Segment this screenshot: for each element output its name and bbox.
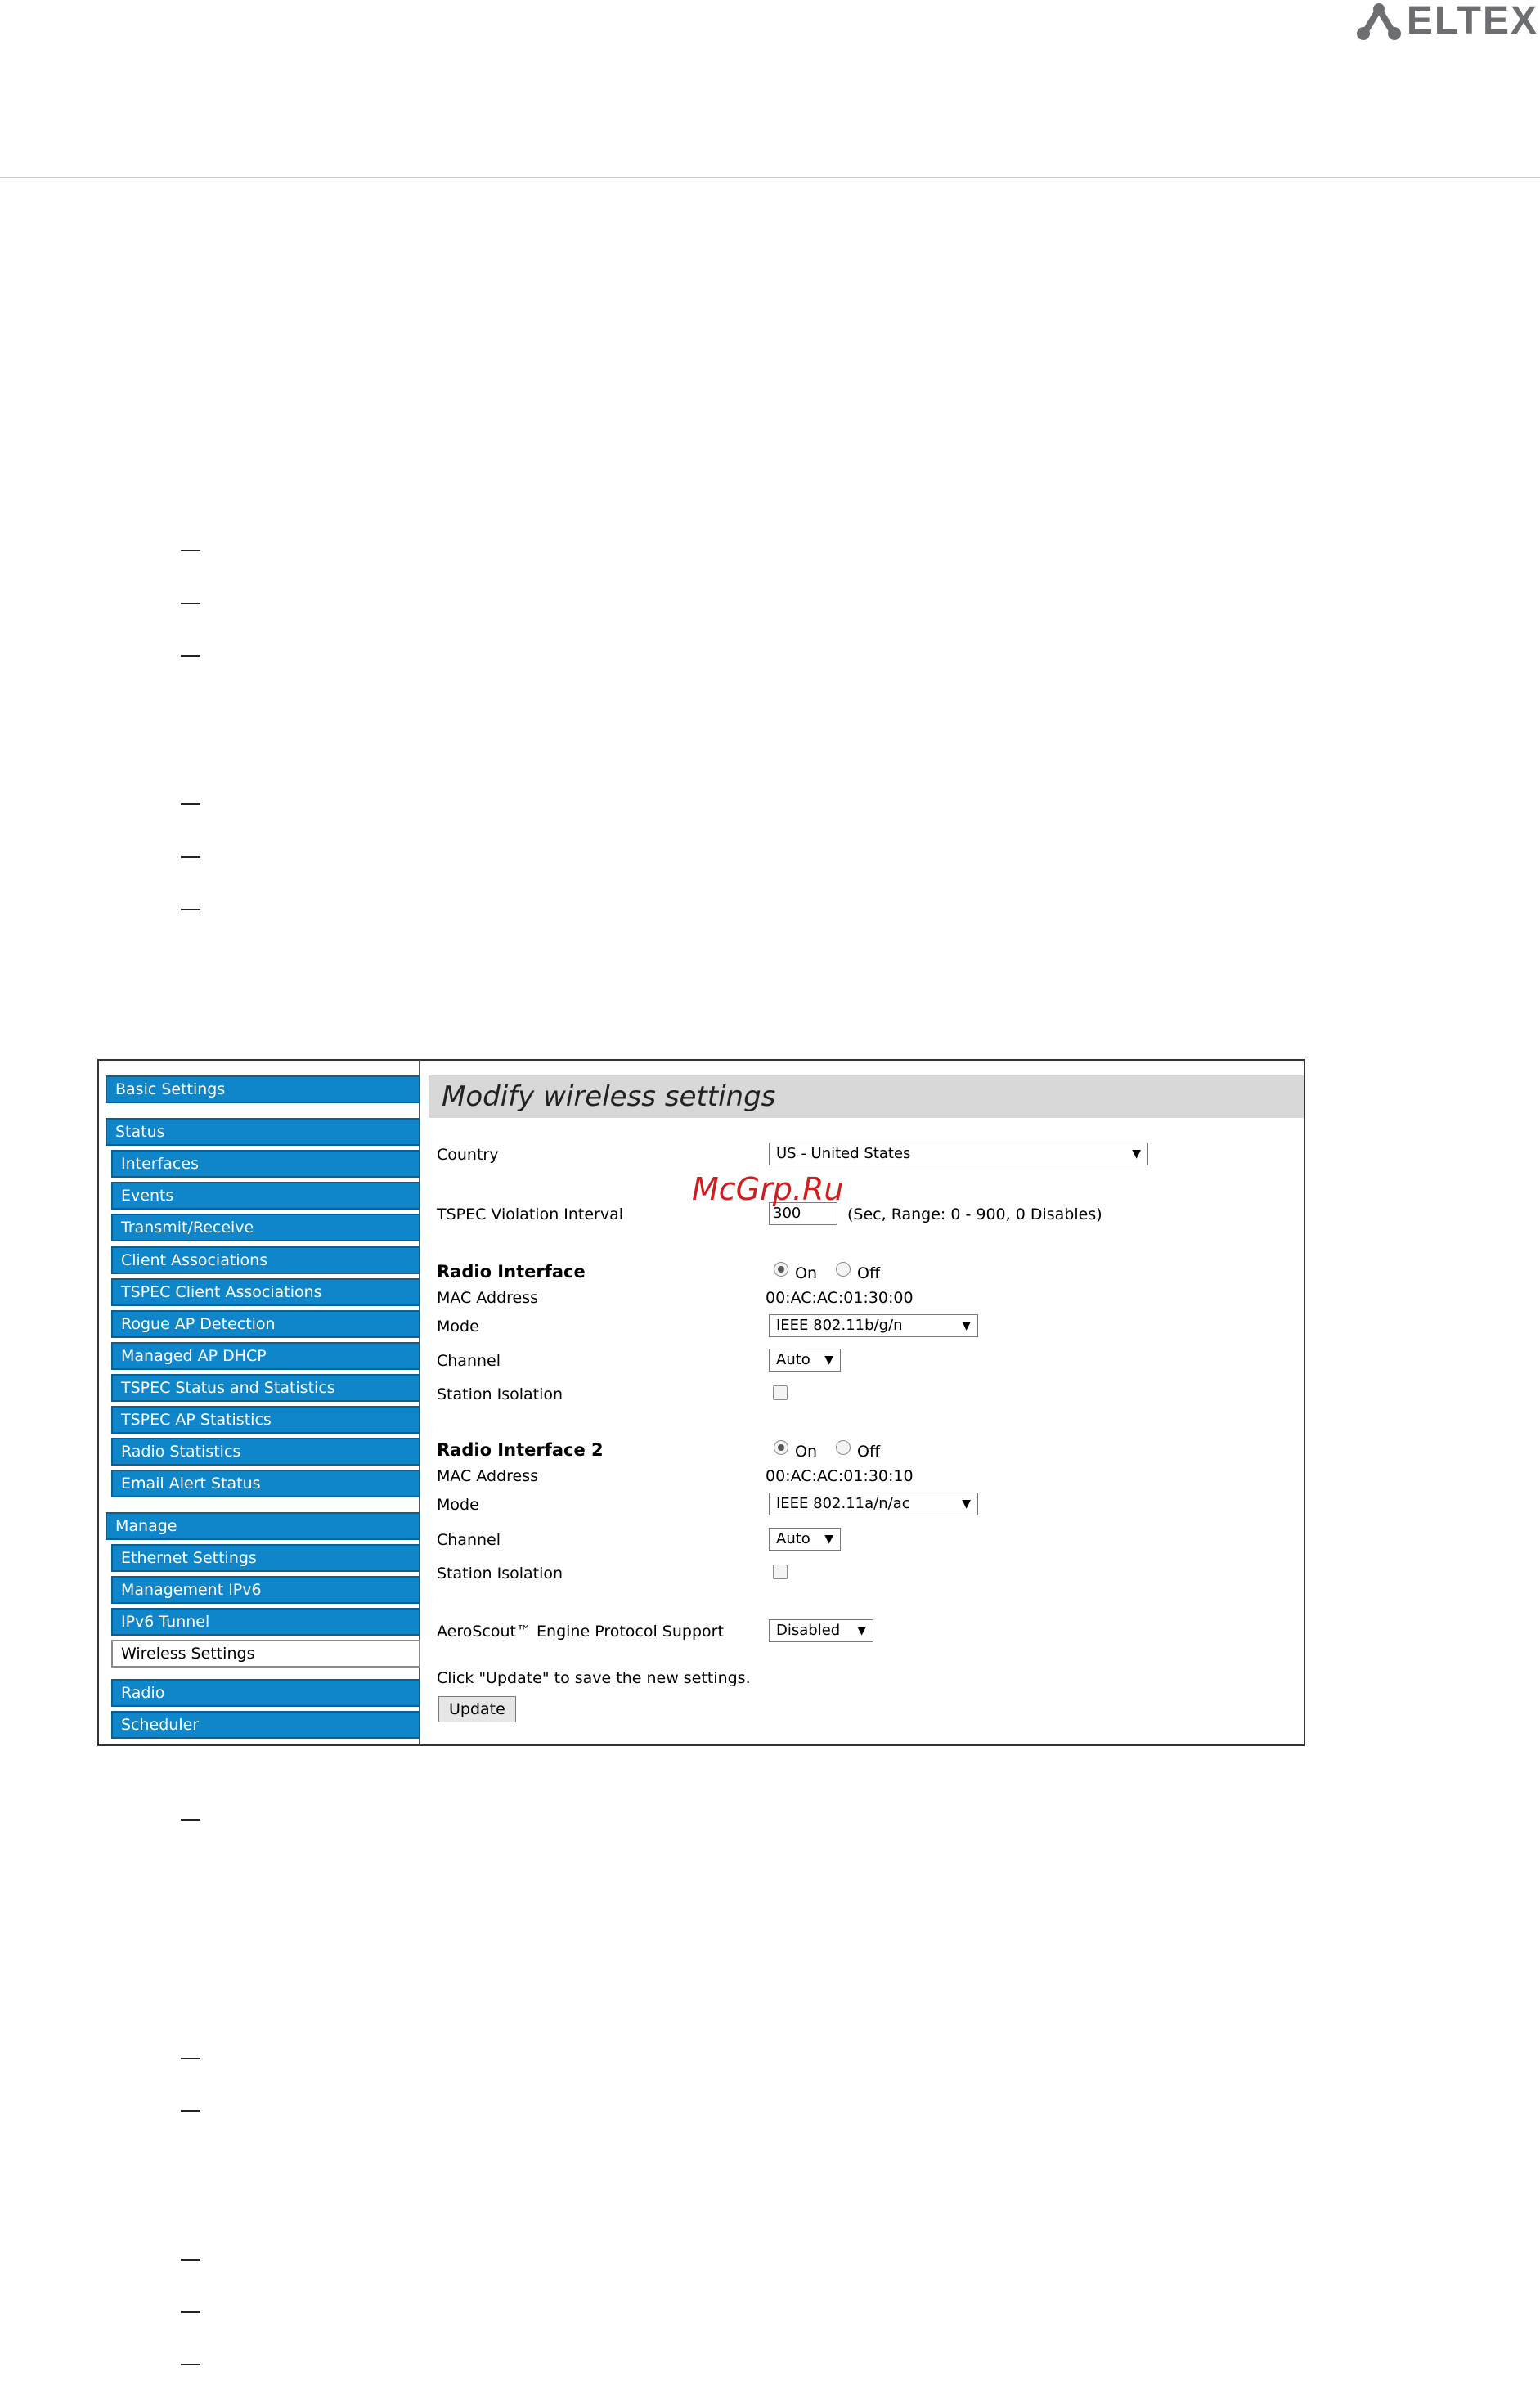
list-bullet <box>181 2364 200 2365</box>
sidebar-item-radio-statistics[interactable]: Radio Statistics <box>111 1438 420 1466</box>
settings-panel <box>420 1061 1304 1744</box>
radio1-on-label: On <box>795 1264 817 1282</box>
watermark-text: McGrp.Ru <box>692 1171 844 1207</box>
tspec-interval-label: TSPEC Violation Interval <box>437 1205 624 1223</box>
radio2-on-label: On <box>795 1443 817 1461</box>
sidebar-item-email-alert-status[interactable]: Email Alert Status <box>111 1470 420 1497</box>
aeroscout-label: AeroScout™ Engine Protocol Support <box>437 1623 724 1641</box>
dropdown-arrow-icon: ▼ <box>857 1624 866 1637</box>
sidebar-item-rogue-ap-detection[interactable]: Rogue AP Detection <box>111 1310 420 1338</box>
logo-text: ELTEX <box>1406 0 1538 43</box>
radio2-channel-label: Channel <box>437 1531 501 1549</box>
radio-interface-heading: Radio Interface <box>437 1262 586 1282</box>
radio2-off-radio[interactable] <box>836 1440 851 1455</box>
wireless-settings-screenshot <box>97 1059 1305 1746</box>
sidebar-item-management-ipv6[interactable]: Management IPv6 <box>111 1576 420 1604</box>
tspec-interval-hint: (Sec, Range: 0 - 900, 0 Disables) <box>847 1205 1102 1223</box>
aeroscout-value: Disabled <box>776 1622 841 1639</box>
sidebar-item-tspec-client-associations[interactable]: TSPEC Client Associations <box>111 1278 420 1306</box>
dropdown-arrow-icon: ▼ <box>962 1497 971 1511</box>
radio1-mode-value: IEEE 802.11b/g/n <box>776 1317 903 1334</box>
radio2-mac-value: 00:AC:AC:01:30:10 <box>766 1467 914 1485</box>
list-bullet <box>181 856 200 858</box>
radio1-channel-value: Auto <box>776 1351 810 1368</box>
sidebar-item-tspec-status-statistics[interactable]: TSPEC Status and Statistics <box>111 1374 420 1402</box>
radio1-channel-label: Channel <box>437 1352 501 1370</box>
country-label: Country <box>437 1146 499 1164</box>
radio1-on-radio[interactable] <box>774 1262 788 1277</box>
list-bullet <box>181 2311 200 2313</box>
update-button[interactable]: Update <box>438 1696 516 1722</box>
dropdown-arrow-icon: ▼ <box>824 1354 833 1367</box>
radio2-isolation-label: Station Isolation <box>437 1565 563 1583</box>
radio1-isolation-label: Station Isolation <box>437 1385 563 1403</box>
sidebar-nav <box>99 1061 420 1744</box>
radio2-off-label: Off <box>857 1443 881 1461</box>
radio1-mode-label: Mode <box>437 1318 479 1336</box>
radio1-mac-label: MAC Address <box>437 1289 539 1307</box>
list-bullet <box>181 909 200 910</box>
aeroscout-select[interactable] <box>769 1619 873 1642</box>
sidebar-item-status[interactable]: Status <box>106 1118 420 1146</box>
radio1-off-label: Off <box>857 1264 881 1282</box>
list-bullet <box>181 603 200 604</box>
dropdown-arrow-icon: ▼ <box>962 1319 971 1332</box>
radio2-mode-value: IEEE 802.11a/n/ac <box>776 1495 910 1512</box>
radio1-mac-value: 00:AC:AC:01:30:00 <box>766 1289 914 1307</box>
radio1-channel-select[interactable] <box>769 1349 841 1372</box>
sidebar-item-manage[interactable]: Manage <box>106 1512 420 1540</box>
radio-interface-2-heading: Radio Interface 2 <box>437 1440 604 1460</box>
sidebar-item-radio[interactable]: Radio <box>111 1679 420 1707</box>
country-select[interactable] <box>769 1143 1148 1165</box>
page-title: Modify wireless settings <box>429 1075 1304 1118</box>
eltex-logo-icon <box>1356 2 1402 40</box>
radio2-mac-label: MAC Address <box>437 1467 539 1485</box>
radio1-isolation-checkbox[interactable] <box>773 1385 788 1400</box>
radio2-isolation-checkbox[interactable] <box>773 1565 788 1579</box>
dropdown-arrow-icon: ▼ <box>1132 1147 1141 1161</box>
sidebar-item-transmit-receive[interactable]: Transmit/Receive <box>111 1214 420 1241</box>
list-bullet <box>181 2259 200 2261</box>
radio2-mode-label: Mode <box>437 1496 479 1514</box>
list-bullet <box>181 2110 200 2112</box>
radio1-mode-select[interactable] <box>769 1314 978 1337</box>
sidebar-item-scheduler[interactable]: Scheduler <box>111 1711 420 1739</box>
sidebar-item-tspec-ap-statistics[interactable]: TSPEC AP Statistics <box>111 1406 420 1434</box>
list-bullet <box>181 655 200 657</box>
sidebar-item-events[interactable]: Events <box>111 1182 420 1210</box>
update-hint: Click "Update" to save the new settings. <box>437 1669 751 1687</box>
eltex-logo <box>1356 2 1538 41</box>
sidebar-item-interfaces[interactable]: Interfaces <box>111 1150 420 1178</box>
radio2-channel-value: Auto <box>776 1530 810 1547</box>
sidebar-item-ethernet-settings[interactable]: Ethernet Settings <box>111 1544 420 1572</box>
header-divider <box>0 177 1540 178</box>
list-bullet <box>181 550 200 551</box>
radio1-off-radio[interactable] <box>836 1262 851 1277</box>
radio2-channel-select[interactable] <box>769 1528 841 1551</box>
dropdown-arrow-icon: ▼ <box>824 1533 833 1546</box>
radio2-on-radio[interactable] <box>774 1440 788 1455</box>
sidebar-item-basic-settings[interactable]: Basic Settings <box>106 1075 420 1103</box>
list-bullet <box>181 1819 200 1821</box>
sidebar-item-client-associations[interactable]: Client Associations <box>111 1246 420 1274</box>
radio2-mode-select[interactable] <box>769 1493 978 1515</box>
sidebar-item-ipv6-tunnel[interactable]: IPv6 Tunnel <box>111 1608 420 1636</box>
list-bullet <box>181 2058 200 2059</box>
sidebar-item-managed-ap-dhcp[interactable]: Managed AP DHCP <box>111 1342 420 1370</box>
list-bullet <box>181 803 200 805</box>
tspec-interval-input[interactable]: 300 <box>769 1202 837 1225</box>
country-select-value: US - United States <box>776 1145 911 1162</box>
sidebar-item-wireless-settings[interactable]: Wireless Settings <box>111 1640 420 1668</box>
